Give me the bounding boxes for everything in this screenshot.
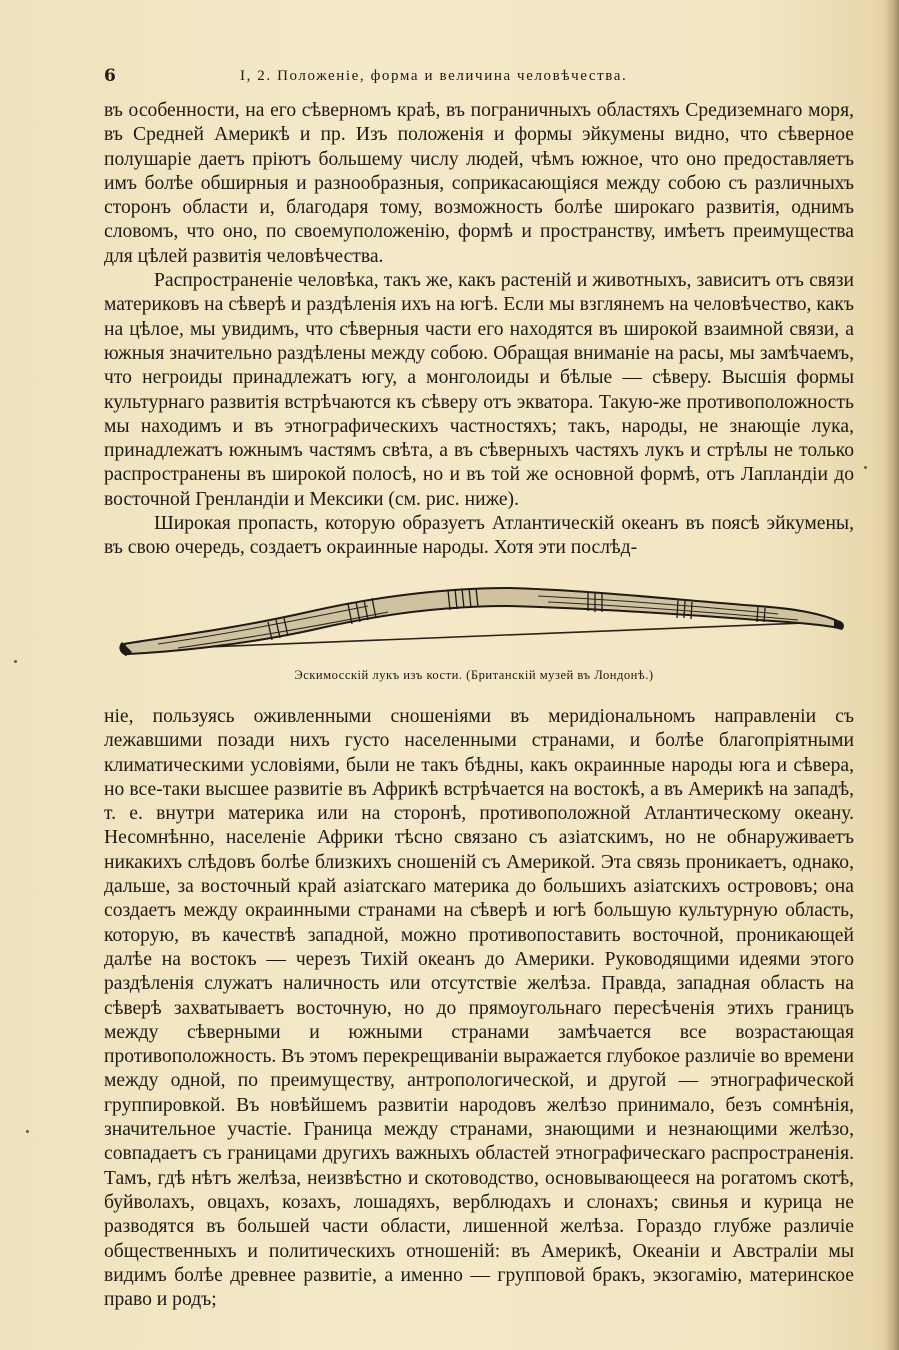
paragraph-continuation-after-figure: ніе, пользуясь оживленными сношеніями въ меридіональномъ направленіи съ лежавшими позади нихъ густо населенными странами, и болѣе благопріятными климатическими условіями, были не такъ бѣдны, какъ окраинные народы юга и сѣвера, но все-таки высшее развитіе въ Африкѣ встрѣчается на востокѣ, а въ Америкѣ на западѣ, т. е. внутри материка или на сторонѣ, противоположной Атлантическому океану. Несомнѣнно, населеніе Африки тѣсно связано съ азіатскимъ, но не обнаруживаетъ никакихъ слѣдовъ болѣе близкихъ сношеній съ Америкой. Эта связь проникаетъ, однако, дальше, за восточный край азіатскаго материка до большихъ азіатскихъ острововъ; она создаетъ между окраинными странами на сѣверѣ и югѣ большую культурную область, которую, въ качествѣ западной, можно противопоставить восточной, проникающей далѣе на востокъ — черезъ Тихій океанъ до Америки. Руководящими идеями этого раздѣленія служатъ наличность или отсутствіе желѣза. Правда, западная область на сѣверѣ захватываетъ восточную, но до прямоугольнаго пересѣченія этихъ границъ между сѣверными и южными странами замѣчается все возрастающая противоположность. Въ этомъ перекрещиваніи выражается глубокое различіе во времени между одной, по преимуществу, антропологической, и другой — этнографической группировкой. Въ новѣйшемъ развитіи народовъ желѣзо принимало, безъ сомнѣнія, значительное участіе. Граница между странами, знающими и незнающими желѣзо, совпадаетъ съ границами другихъ важныхъ областей этнографическаго распространенія. Тамъ, гдѣ нѣтъ желѣза, неизвѣстно и скотоводство, основывающееся на рогатомъ скотѣ, буйволахъ, овцахъ, козахъ, лошадяхъ, верблюдахъ и слонахъ; свинья и курица не разводятся въ большей части области, лишенной желѣза. Гораздо глубже различіе общественныхъ и политическихъ отношеній: въ Америкѣ, Океаніи и Австраліи мы видимъ болѣе древнее развитіе, а именно — групповой бракъ, экзогамію, материнское право и родъ; [104, 706, 854, 1311]
page-edge-shadow [885, 0, 899, 1350]
print-speck [14, 660, 17, 663]
paragraph-distribution: Распространеніе человѣка, такъ же, какъ растеній и животныхъ, зависитъ отъ связи материковъ на сѣверѣ и раздѣленія ихъ на югѣ. Если мы взглянемъ на человѣчество, какъ на цѣлое, мы увидимъ, что сѣверныя части его находятся въ широкой взаимной связи, а южныя значительно раздѣлены между собою. Обращая вниманіе на расы, мы замѣчаемъ, что негроиды принадлежатъ югу, а монголоиды и бѣлые — сѣверу. Высшія формы культурнаго развитія встрѣчаются къ сѣверу отъ экватора. Такую-же противоположность мы находимъ и въ этнографическихъ частностяхъ; такъ, народы, не знающіе лука, принадлежатъ южнымъ частямъ свѣта, а въ сѣверныхъ частяхъ лукъ и стрѣлы не только распространены въ широкой полосѣ, но и въ той же основной формѣ, отъ Лапландіи до восточной Гренландіи и Мексики (см. рис. ниже). [104, 270, 854, 510]
page-number: 6 [104, 66, 116, 86]
print-speck [864, 466, 867, 469]
bow-illustration [118, 578, 848, 668]
page-header [104, 66, 854, 88]
figure-caption: Эскимосскій лукъ изъ кости. (Британскій музей въ Лондонѣ.) [294, 668, 654, 682]
figure-eskimo-bow [118, 578, 848, 688]
paragraph-atlantic: Широкая пропасть, которую образуетъ Атлантическій океанъ въ поясѣ эйкумены, въ свою очередь, создаетъ окраинные народы. Хотя эти послѣд- [104, 513, 854, 559]
running-head: I, 2. Положеніе, форма и величина человѣчества. [240, 68, 628, 84]
text-block-top [104, 99, 854, 561]
print-speck [26, 1130, 29, 1133]
text-block-bottom [104, 705, 854, 1312]
paragraph-continuation: въ особенности, на его сѣверномъ краѣ, въ пограничныхъ областяхъ Средиземнаго моря, въ Средней Америкѣ и пр. Изъ положенія и формы эйкумены видно, что сѣверное полушаріе даетъ пріютъ большему числу людей, чѣмъ южное, что оно предоставляетъ имъ болѣе обширныя и разнообразныя, соприкасающіяся между собою съ различныхъ сторонъ области и, благодаря тому, возможность болѣе широкаго развитія, однимъ словомъ, что оно, по своемуположенію, формѣ и пространству, имѣетъ преимущества для цѣлей развитія человѣчества. [104, 100, 854, 267]
